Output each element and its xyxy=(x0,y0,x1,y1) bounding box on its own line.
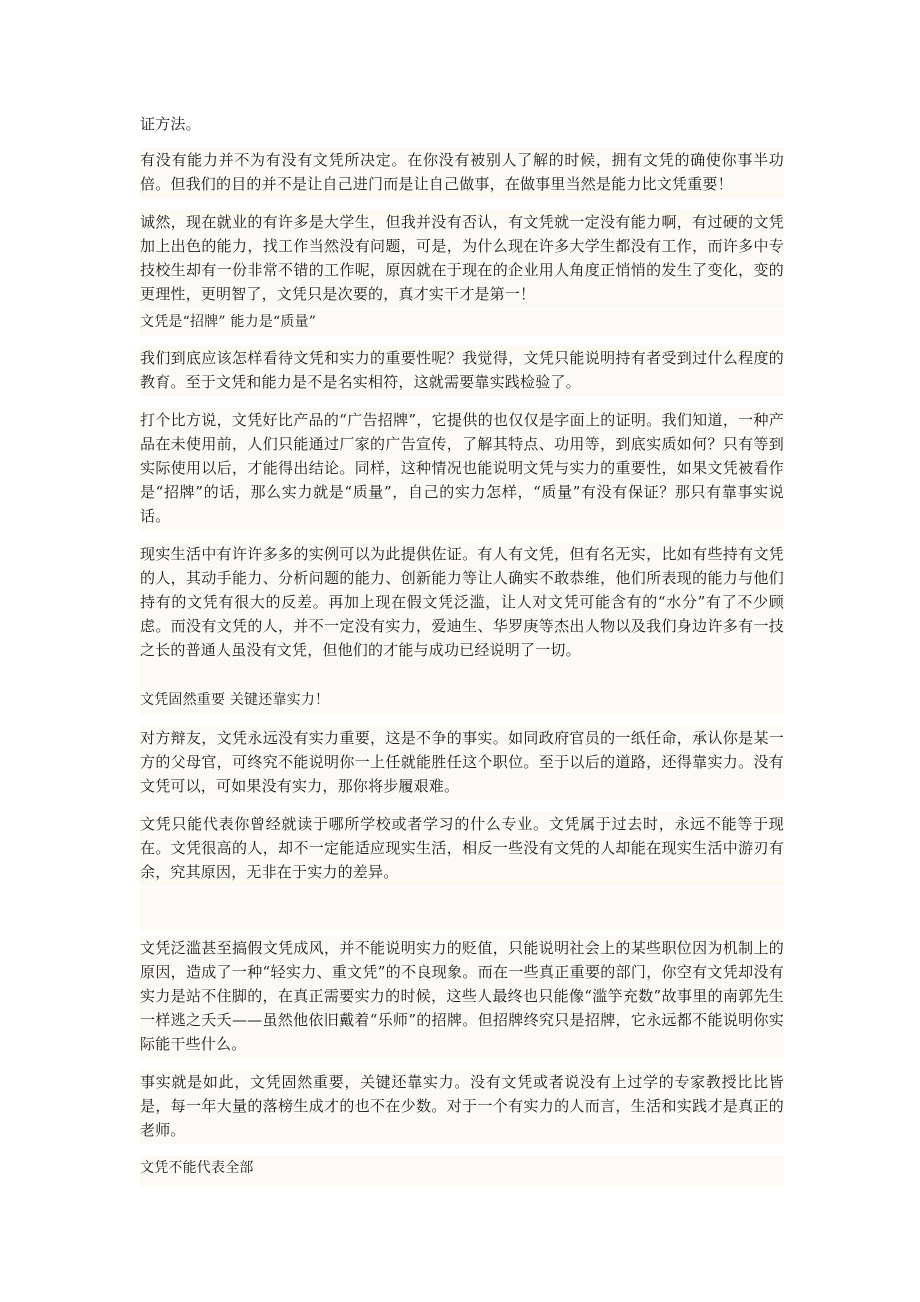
paragraph-9: 文凭泛滥甚至搞假文凭成风，并不能说明实力的贬值，只能说明社会上的某些职位因为机制上的原因，造成了一种“轻实力、重文凭”的不良现象。而在一些真正重要的部门，你空有文凭却没有实力是站不住脚的，在真正需要实力的时候，这些人最终也只能像“滥竽充数”故事里的南郭先生一样逃之夭夭——虽然他依旧戴着“乐师”的招牌。但招牌终究只是招牌，它永远都不能说明你实际能干些什么。 xyxy=(140,936,784,1058)
section-heading-1: 文凭是“招牌” 能力是“质量” xyxy=(140,310,784,336)
paragraph-10: 事实就是如此，文凭固然重要，关键还靠实力。没有文凭或者说没有上过学的专家教授比比皆是，每一年大量的落榜生成才的也不在少数。对于一个有实力的人而言，生活和实践才是真正的老师。 xyxy=(140,1070,784,1144)
paragraph-3: 诚然，现在就业的有许多是大学生，但我并没有否认，有文凭就一定没有能力啊，有过硬的文凭加上出色的能力，找工作当然没有问题，可是，为什么现在许多大学生都没有工作，而许多中专技校生却有一份非常不错的工作呢，原因就在于现在的企业用人角度正悄悄的发生了变化，变的更理性，更明智了，文凭只是次要的，真才实干才是第一！ xyxy=(140,210,784,308)
section-heading-2: 文凭固然重要 关键还靠实力！ xyxy=(140,688,784,714)
paragraph-2: 有没有能力并不为有没有文凭所决定。在你没有被别人了解的时候，拥有文凭的确使你事半功倍。但我们的目的并不是让自己进门而是让自己做事，在做事里当然是能力比文凭重要！ xyxy=(140,148,784,198)
paragraph-7: 对方辩友，文凭永远没有实力重要，这是不争的事实。如同政府官员的一纸任命，承认你是某一方的父母官，可终究不能说明你一上任就能胜任这个职位。至于以后的道路，还得靠实力。没有文凭可以，可如果没有实力，那你将步履艰难。 xyxy=(140,726,784,800)
paragraph-6: 现实生活中有许许多多的实例可以为此提供佐证。有人有文凭，但有名无实，比如有些持有文凭的人，其动手能力、分析问题的能力、创新能力等让人确实不敢恭维，他们所表现的能力与他们持有的文凭有很大的反差。再加上现在假文凭泛滥，让人对文凭可能含有的“水分”有了不少顾虑。而没有文凭的人，并不一定没有实力，爱迪生、华罗庚等杰出人物以及我们身边许多有一技之长的普通人虽没有文凭，但他们的才能与成功已经说明了一切。 xyxy=(140,542,784,688)
paragraph-1: 证方法。 xyxy=(140,115,201,133)
paragraph-8: 文凭只能代表你曾经就读于哪所学校或者学习的什么专业。文凭属于过去时，永远不能等于现在。文凭很高的人，却不一定能适应现实生活，相反一些没有文凭的人却能在现实生活中游刃有余，究其原因，无非在于实力的差异。 xyxy=(140,812,784,886)
paragraph-4: 我们到底应该怎样看待文凭和实力的重要性呢？我觉得，文凭只能说明持有者受到过什么程度的教育。至于文凭和能力是不是名实相符，这就需要靠实践检验了。 xyxy=(140,346,784,396)
paragraph-5: 打个比方说，文凭好比产品的“广告招牌”，它提供的也仅仅是字面上的证明。我们知道，一种产品在未使用前，人们只能通过厂家的广告宣传，了解其特点、功用等，到底实质如何？只有等到实际使用以后，才能得出结论。同样，这种情况也能说明文凭与实力的重要性，如果文凭被看作是“招牌”的话，那么实力就是“质量”，自己的实力怎样，“质量”有没有保证？那只有靠事实说话。 xyxy=(140,408,784,530)
blank-spacer xyxy=(140,888,784,930)
section-heading-3: 文凭不能代表全部 xyxy=(140,1156,784,1186)
